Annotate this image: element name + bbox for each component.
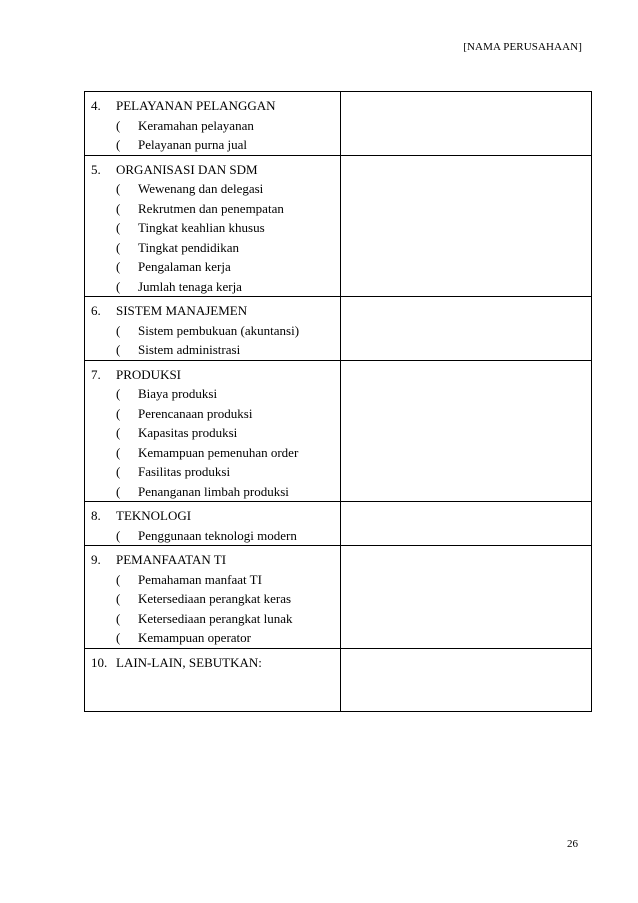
item-label: Tingkat pendidikan bbox=[138, 239, 239, 255]
list-item bbox=[91, 238, 340, 258]
list-item bbox=[91, 257, 340, 277]
bullet-icon: ( bbox=[116, 483, 121, 499]
section-number: 10. bbox=[91, 654, 108, 670]
list-item bbox=[91, 404, 340, 424]
list-item bbox=[91, 116, 340, 136]
item-label: Pemahaman manfaat TI bbox=[138, 571, 262, 587]
table-row bbox=[85, 648, 592, 712]
answer-cell[interactable] bbox=[341, 648, 592, 712]
criteria-cell bbox=[85, 546, 341, 649]
item-label: Sistem pembukuan (akuntansi) bbox=[138, 322, 300, 338]
item-label: Ketersediaan perangkat keras bbox=[138, 591, 292, 606]
list-item bbox=[91, 218, 340, 238]
assessment-table bbox=[84, 91, 592, 712]
item-label: Tingkat keahlian khusus bbox=[138, 220, 265, 235]
bullet-icon: ( bbox=[116, 591, 121, 606]
section-title bbox=[91, 301, 340, 321]
item-label: Penanganan limbah produksi bbox=[138, 483, 289, 499]
bullet-icon: ( bbox=[116, 278, 121, 294]
list-item bbox=[91, 423, 340, 443]
bullet-icon: ( bbox=[116, 259, 121, 274]
item-label: Rekrutmen dan penempatan bbox=[138, 200, 284, 216]
section-label: LAIN-LAIN, SEBUTKAN: bbox=[116, 654, 262, 670]
section-title bbox=[91, 506, 340, 526]
section-label: ORGANISASI DAN SDM bbox=[116, 161, 258, 177]
item-label: Keramahan pelayanan bbox=[138, 117, 254, 133]
bullet-icon: ( bbox=[116, 464, 121, 479]
list-item bbox=[91, 609, 340, 629]
bullet-icon: ( bbox=[116, 630, 121, 645]
bullet-icon: ( bbox=[116, 386, 121, 401]
table-row bbox=[85, 297, 592, 361]
answer-cell[interactable] bbox=[341, 92, 592, 156]
table-row bbox=[85, 92, 592, 156]
section-title bbox=[91, 160, 340, 180]
criteria-cell bbox=[85, 502, 341, 546]
item-label: Ketersediaan perangkat lunak bbox=[138, 610, 293, 626]
bullet-icon: ( bbox=[116, 137, 121, 152]
section-title bbox=[91, 550, 340, 570]
criteria-cell bbox=[85, 360, 341, 502]
item-label: Sistem administrasi bbox=[138, 342, 241, 357]
section-label: PELAYANAN PELANGGAN bbox=[116, 98, 276, 113]
bullet-icon: ( bbox=[116, 405, 121, 421]
list-item bbox=[91, 340, 340, 360]
bullet-icon: ( bbox=[116, 610, 121, 626]
item-label: Kemampuan pemenuhan order bbox=[138, 444, 299, 460]
criteria-cell bbox=[85, 92, 341, 156]
item-label: Biaya produksi bbox=[138, 386, 218, 401]
item-label: Kemampuan operator bbox=[138, 630, 251, 645]
section-label: TEKNOLOGI bbox=[116, 508, 192, 523]
item-label: Pelayanan purna jual bbox=[138, 137, 248, 152]
list-item bbox=[91, 179, 340, 199]
bullet-icon: ( bbox=[116, 200, 121, 216]
table-row bbox=[85, 546, 592, 649]
section-number: 9. bbox=[91, 552, 101, 567]
bullet-icon: ( bbox=[116, 239, 121, 255]
item-label: Kapasitas produksi bbox=[138, 425, 238, 440]
table-row bbox=[85, 155, 592, 297]
page-number: 26 bbox=[567, 838, 578, 850]
section-number: 6. bbox=[91, 303, 101, 318]
section-title bbox=[91, 365, 340, 385]
criteria-cell bbox=[85, 297, 341, 361]
list-item bbox=[91, 199, 340, 219]
list-item bbox=[91, 482, 340, 502]
list-item bbox=[91, 384, 340, 404]
section-number: 7. bbox=[91, 366, 101, 382]
list-item bbox=[91, 135, 340, 155]
bullet-icon: ( bbox=[116, 444, 121, 460]
answer-cell[interactable] bbox=[341, 297, 592, 361]
list-item bbox=[91, 443, 340, 463]
section-title bbox=[91, 96, 340, 116]
bullet-icon: ( bbox=[116, 322, 121, 338]
bullet-icon: ( bbox=[116, 527, 121, 543]
table-row bbox=[85, 360, 592, 502]
list-item bbox=[91, 462, 340, 482]
bullet-icon: ( bbox=[116, 220, 121, 235]
section-label: SISTEM MANAJEMEN bbox=[116, 303, 248, 318]
list-item bbox=[91, 570, 340, 590]
bullet-icon: ( bbox=[116, 342, 121, 357]
company-header: [NAMA PERUSAHAAN] bbox=[463, 41, 582, 53]
section-number: 8. bbox=[91, 508, 101, 523]
item-label: Penggunaan teknologi modern bbox=[138, 527, 297, 543]
section-label: PRODUKSI bbox=[116, 366, 182, 382]
section-title bbox=[91, 653, 340, 673]
bullet-icon: ( bbox=[116, 571, 121, 587]
criteria-cell bbox=[85, 648, 341, 712]
list-item bbox=[91, 628, 340, 648]
blank-space bbox=[91, 672, 340, 711]
item-label: Wewenang dan delegasi bbox=[138, 181, 264, 196]
table-row bbox=[85, 502, 592, 546]
answer-cell[interactable] bbox=[341, 155, 592, 297]
answer-cell[interactable] bbox=[341, 546, 592, 649]
list-item bbox=[91, 526, 340, 546]
criteria-cell bbox=[85, 155, 341, 297]
answer-cell[interactable] bbox=[341, 360, 592, 502]
list-item bbox=[91, 277, 340, 297]
answer-cell[interactable] bbox=[341, 502, 592, 546]
list-item bbox=[91, 589, 340, 609]
item-label: Perencanaan produksi bbox=[138, 405, 253, 421]
bullet-icon: ( bbox=[116, 425, 121, 440]
section-number: 4. bbox=[91, 98, 101, 113]
list-item bbox=[91, 321, 340, 341]
item-label: Jumlah tenaga kerja bbox=[138, 278, 242, 294]
section-number: 5. bbox=[91, 161, 101, 177]
item-label: Fasilitas produksi bbox=[138, 464, 231, 479]
section-label: PEMANFAATAN TI bbox=[116, 552, 227, 567]
bullet-icon: ( bbox=[116, 117, 121, 133]
bullet-icon: ( bbox=[116, 181, 121, 196]
item-label: Pengalaman kerja bbox=[138, 259, 231, 274]
